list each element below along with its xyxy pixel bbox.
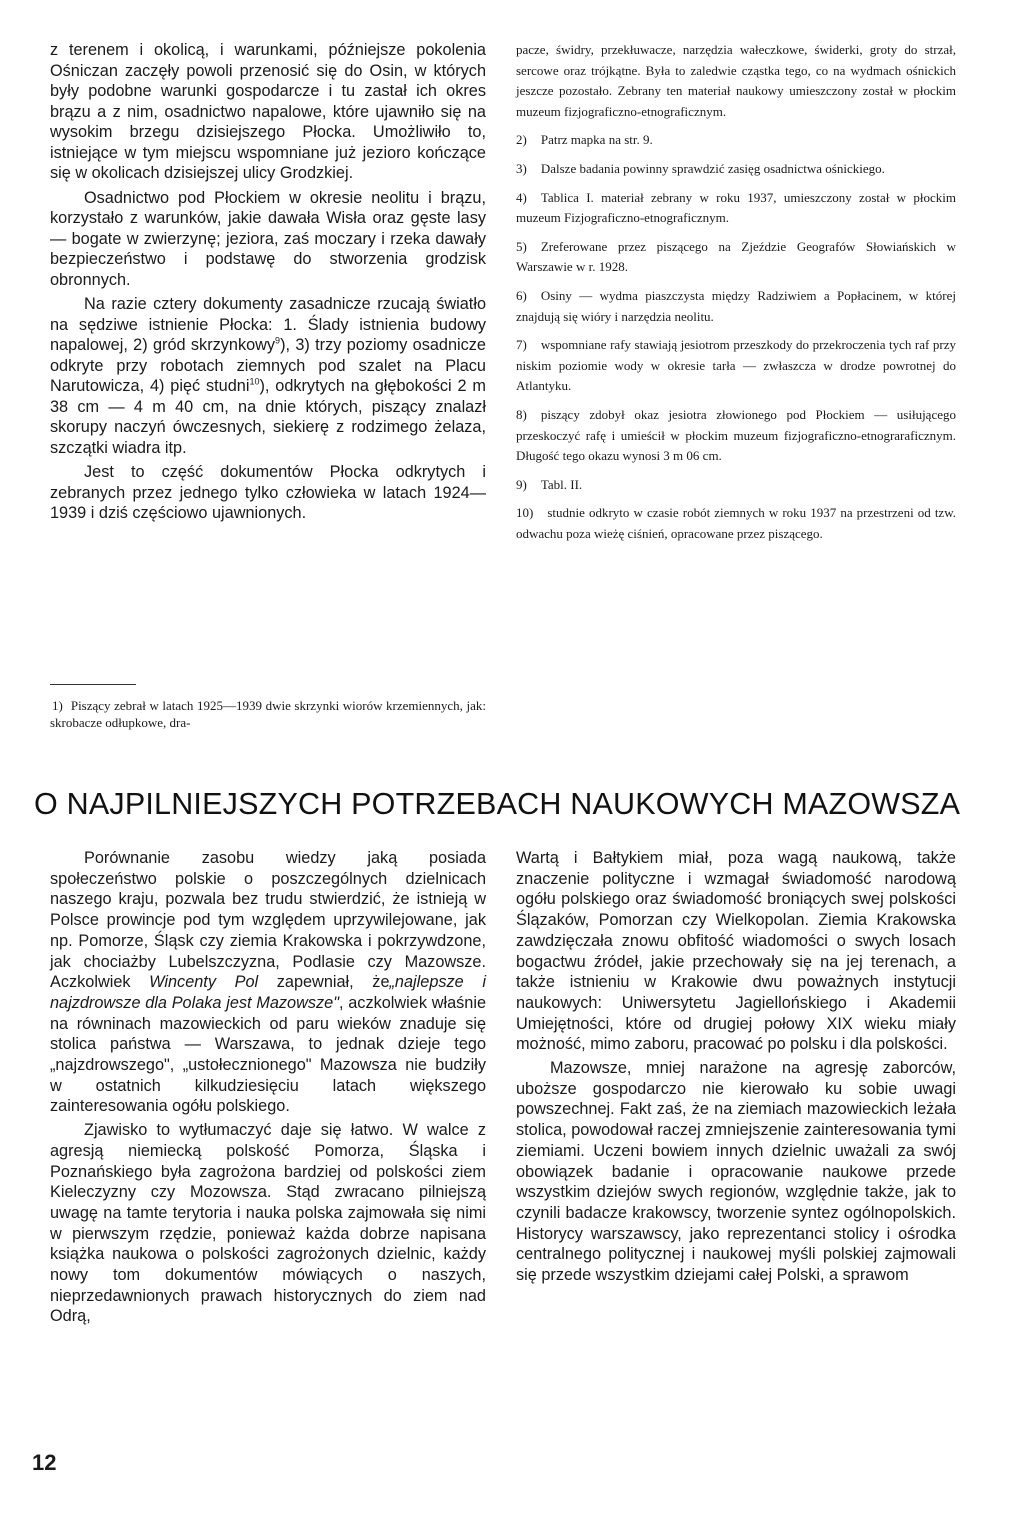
footnote-text: piszący zdobył okaz jesiotra złowionego pod Płockiem — usiłującego przeskoczyć rafę i umieścił w płockim muzeum fizjograficzno-etnograraficznym. Długość tego okazu wynosi 3 m 06 cm.: [516, 406, 956, 464]
paragraph: Zjawisko to wytłumaczyć daje się łatwo. W walce z agresją niemiecką polskość Pomorza, Śląska i Poznańskiego była zagrożona bardziej od polskości ziem Kieleczyzny czy Mozowsza. Stąd zwracano pilniejszą uwagę na tamte terytoria i nauka polska zajmowała się nimi w pierwszym rzędzie, ponieważ każda dobrze napisana książka naukowa o polskości zagrożonych dzielnic, każdy nowy tom dokumentów mówiących o naszych, nieprzedawnionych prawach historycznych do ziem nad Odrą,: [50, 1121, 486, 1326]
footnote-text: Osiny — wydma piaszczysta między Radziwiem a Popłacinem, w której znajdują się wióry i narzędzia neolitu.: [516, 287, 956, 324]
footnote-text: Patrz mapka na str. 9.: [540, 132, 653, 148]
footnote-ref: 9: [275, 335, 281, 346]
footnote-number: 7): [516, 337, 527, 353]
footnote-number: 4): [516, 189, 527, 205]
footnote-text: studnie odkryto w czasie robót ziemnych w roku 1937 na przestrzeni od tzw. odwachu poza wieżę ciśnień, opracowane przez piszącego.: [516, 505, 956, 541]
paragraph: Wartą i Bałtykiem miał, poza wagą naukową, także znaczenie polityczne i wzmagał świadomość narodową ogółu polskiego oraz świadomość broniących swej polskości Ślązaków, Pomorzan czy Wielkopolan. Ziemia Krakowska zawdzięczała znowu obfitość wiadomości o swych losach bogactwu źródeł, jakie przechowały się na jej terenach, a także istnieniu w Krakowie dwu poważnych instytucji naukowych: Uniwersytetu Jagiellońskiego i Akademii Umiejętności, które od drugiej połowy XIX wieku miały możność, mimo zaboru, pracować po polsku i dla polskości.: [516, 849, 956, 1054]
footnote-ref: 10: [249, 376, 260, 387]
footnote-text: Tablica I. materiał zebrany w roku 1937, umieszczony został w płockim muzeum Fizjograficzno-etnograficznym.: [516, 189, 956, 226]
text-run: ), 3) trzy poziomy osadnicze odkryte przy robotach ziemnych pod szalet na Placu Narutowicza, 4) pięć studni: [50, 336, 486, 395]
paragraph: [50, 294, 486, 458]
footnote: [516, 237, 956, 278]
paragraph: Mazowsze, mniej narażone na agresję zaborców, uboższe gospodarczo nie kierowało ku sobie uwagi powszechnej. Fakt zaś, że na ziemiach mazowieckich leżała stolica, powodował raczej zmniejszenie zainteresowania tymi ziemiami. Uczeni bowiem innych dzielnic uważali za swój obowiązek badanie i opracowanie naukowe przede wszystkim dziejów swych regionów, względnie także, jak to czynili badacze krakowscy, tworzenie syntez ogólnopolskich. Historycy warszawscy, jako reprezentanci stolicy i ośrodka centralnego politycznej i naukowej myśli polskiej zajmowali się przede wszystkim dziejami całej Polski, a sprawom: [516, 1059, 956, 1285]
footnotes-column: [516, 40, 956, 552]
paragraph: [50, 848, 486, 1117]
footnote-number: 6): [516, 287, 527, 303]
footnote: [516, 475, 956, 496]
quotation: „najlepsze i najzdrowsze dla Polaka jest Mazowsze": [50, 973, 486, 1012]
article-heading: O NAJPILNIEJSZYCH POTRZEBACH NAUKOWYCH MAZOWSZA: [34, 787, 961, 821]
footnote-text: Zreferowane przez piszącego na Zjeździe Geografów Słowiańskich w Warszawie w r. 1928.: [516, 238, 956, 275]
footnote: [516, 188, 956, 229]
text-run: Porównanie zasobu wiedzy jaką posiada społeczeństwo polskie o poszczególnych dzielnicach naszego kraju, pozwala bez trudu stwierdzić, że istnieją w Polsce prowincje pod tym względem uprzywilejowane, jak np. Pomorze, Śląsk czy ziemia Krakowska i pokrzywdzone, jak chociażby Lubelszczyzna, Podlasie czy Mazowsze. Aczkolwiek: [50, 849, 486, 992]
paragraph: z terenem i okolicą, i warunkami, późniejsze pokolenia Ośniczan zaczęły powoli przenosić się do Osin, w których były podobne warunki gospodarcze i tu zastał ich okres brązu a z nim, osadnictwo napalowe, które ujawniło się na wysokim brzegu dzisiejszego Płocka. Umożliwiło to, istniejące w tym miejscu wspomniane już jezioro kończące się w okolicach dzisiejszej ulicy Grodzkiej.: [50, 41, 486, 182]
footnote-text: Piszący zebrał w latach 1925—1939 dwie skrzynki wiorów krzemiennych, jak: skrobacze odłupkowe, dra-: [50, 698, 486, 730]
footnote: [516, 335, 956, 397]
footnote-text: Dalsze badania powinny sprawdzić zasięg osadnictwa ośnickiego.: [540, 160, 885, 176]
footnote-number: 8): [516, 406, 527, 422]
footnote-number: 9): [516, 476, 527, 492]
footnote: [516, 130, 956, 151]
footnote: [516, 503, 956, 544]
footnote-separator: [50, 684, 136, 685]
paragraph: Osadnictwo pod Płockiem w okresie neolitu i brązu, korzystało z warunków, jakie dawała Wisła oraz gęste lasy — bogate w zwierzynę; jeziora, zaś moczary i rzeka dawały bezpieczeństwo i podstawę do stworzenia grodzisk obronnych.: [50, 188, 486, 289]
footnote-1: [50, 697, 486, 731]
text-run: , aczkolwiek właśnie na równinach mazowieckich od paru wieków znaduje się stolica państwa — Warszawa, to jednak dzieje tego „najzdrowszego", „ustołecznionego" Mazowsza nie budziły w ostatnich kilkudziesięciu latach większego zainteresowania ogółu polskiego.: [50, 993, 486, 1116]
footnote-text: wspomniane rafy stawiają jesiotrom przeszkody do przekroczenia tych raf przy niskim poziomie wody w okresie tarła — zwłaszcza w drodze powrotnej do Atlantyku.: [516, 337, 956, 394]
footnote-number: 10): [516, 505, 534, 521]
text-run: Na razie cztery dokumenty zasadnicze rzucają światło na sędziwe istnienie Płocka: 1. Ślady istnienia budowy napalowej, 2) gród skrzynkowy: [50, 295, 486, 354]
bottom-right-column: [516, 848, 956, 1289]
bottom-left-column: [50, 848, 486, 1330]
footnote: [516, 159, 956, 180]
paragraph: Jest to część dokumentów Płocka odkrytych i zebranych przez jednego tylko człowieka w latach 1924—1939 i dziś częściowo ujawnionych.: [50, 463, 486, 522]
footnote-number: 2): [516, 132, 527, 148]
footnote-number: 1): [52, 698, 63, 713]
text-run: zapewniał, że: [258, 973, 390, 992]
footnote-text: Tabl. II.: [540, 476, 583, 492]
footnote: [516, 405, 956, 467]
author-name: Wincenty Pol: [149, 973, 259, 992]
footnote-continuation: pacze, świdry, przekłuwacze, narzędzia wałeczkowe, świderki, groty do strzał, sercowe oraz trójkątne. Była to zaledwie cząstka tego, co na wydmach ośnickich jeszcze pozostało. Zebrany ten materiał naukowy umieszczony został w płockim muzeum fizjograficzno-etnograficznym.: [516, 42, 956, 119]
text-run: ), odkrytych na głębokości 2 m 38 cm — 4 m 40 cm, na dnie których, piszący znalazł skorupy naczyń ówczesnych, siekierę z rodzimego żelaza, szczątki wiadra itp.: [50, 377, 486, 457]
footnote: [516, 286, 956, 327]
footnote-number: 5): [516, 238, 527, 254]
top-left-column: [50, 40, 486, 528]
footnote-number: 3): [516, 160, 527, 176]
page-number: 12: [32, 1450, 57, 1475]
